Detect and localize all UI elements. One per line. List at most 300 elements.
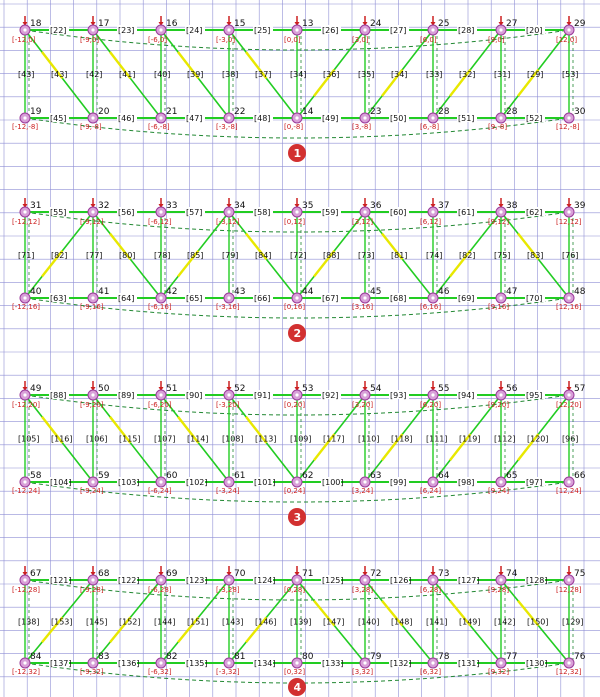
diagonal-member-label: [83] xyxy=(527,251,544,260)
bottom-chord-member-label: [135] xyxy=(186,659,208,668)
vertical-member-label: [31] xyxy=(494,70,511,79)
bottom-node-coordinate: [0,-8] xyxy=(284,123,304,131)
bottom-node-coordinate: [-9,24] xyxy=(80,487,104,495)
bottom-node-label: 81 xyxy=(234,652,246,662)
top-node-coordinate: [6,28] xyxy=(420,586,442,594)
bottom-chord-member-label: [99] xyxy=(390,478,407,487)
top-node-coordinate: [-6,20] xyxy=(148,401,172,409)
top-node-coordinate: [3,0] xyxy=(352,36,369,44)
diagonal-member-label: [151] xyxy=(187,617,209,627)
vertical-member-label: [144] xyxy=(154,617,176,627)
bottom-node-label: 60 xyxy=(166,471,178,481)
bottom-node-coordinate: [0,16] xyxy=(284,303,306,311)
bottom-node-coordinate: [0,24] xyxy=(284,487,306,495)
bottom-chord-member-label: [67] xyxy=(322,294,339,303)
diagonal-member-label: [114] xyxy=(187,434,209,444)
top-node-label: 70 xyxy=(234,569,246,579)
bottom-node-label: 44 xyxy=(302,287,314,297)
bottom-chord-member-label: [66] xyxy=(254,294,271,303)
top-node-label: 35 xyxy=(302,201,314,211)
node-marker-center xyxy=(91,28,94,31)
bottom-node-coordinate: [9,-8] xyxy=(488,123,508,131)
top-node-label: 52 xyxy=(234,384,246,394)
top-node-coordinate: [12,0] xyxy=(556,36,578,44)
top-node-coordinate: [6,12] xyxy=(420,218,442,226)
bottom-node-label: 28 xyxy=(438,107,450,117)
node-marker-center xyxy=(567,28,570,31)
bottom-node-label: 62 xyxy=(302,471,314,481)
top-node-coordinate: [-9,12] xyxy=(80,218,104,226)
top-node-coordinate: [12,20] xyxy=(556,401,582,409)
bottom-node-coordinate: [3,-8] xyxy=(352,123,372,131)
bottom-node-coordinate: [3,24] xyxy=(352,487,374,495)
diagonal-member-label: [41] xyxy=(119,70,136,79)
bottom-chord-member-label: [65] xyxy=(186,294,203,303)
top-node-coordinate: [12,28] xyxy=(556,586,582,594)
node-marker-center xyxy=(91,210,94,213)
diagonal-member-label: [149] xyxy=(459,617,481,627)
bottom-chord-member-label: [130] xyxy=(526,659,548,668)
vertical-member-label: [105] xyxy=(18,434,40,444)
node-marker-center xyxy=(431,661,434,664)
bottom-node-label: 43 xyxy=(234,287,246,297)
top-node-coordinate: [9,12] xyxy=(488,218,510,226)
top-chord-member-label: [26] xyxy=(322,26,339,35)
top-node-label: 50 xyxy=(98,384,110,394)
top-node-label: 15 xyxy=(234,19,246,29)
node-marker-center xyxy=(23,393,26,396)
vertical-member-label: [42] xyxy=(86,70,103,79)
diagonal-member-label: [146] xyxy=(255,617,277,627)
bottom-node-coordinate: [3,16] xyxy=(352,303,374,311)
bottom-chord-member-label: [98] xyxy=(458,478,475,487)
vertical-member-label: [109] xyxy=(290,434,312,444)
bottom-node-coordinate: [12,-8] xyxy=(556,123,580,131)
top-chord-member-label: [128] xyxy=(526,576,548,585)
vertical-member-label: [129] xyxy=(562,617,584,627)
top-node-coordinate: [9,28] xyxy=(488,586,510,594)
diagonal-member-label: [39] xyxy=(187,70,204,79)
top-node-coordinate: [0,28] xyxy=(284,586,306,594)
diagonal-member-label: [85] xyxy=(187,251,204,260)
bottom-node-coordinate: [-3,16] xyxy=(216,303,240,311)
bottom-node-label: 65 xyxy=(506,471,518,481)
top-node-label: 13 xyxy=(302,19,314,29)
node-marker-center xyxy=(431,296,434,299)
diagonal-member-label: [152] xyxy=(119,617,141,627)
top-chord-member-label: [90] xyxy=(186,391,203,400)
top-node-label: 69 xyxy=(166,569,178,579)
node-marker-center xyxy=(23,661,26,664)
node-marker-center xyxy=(567,480,570,483)
node-marker-center xyxy=(431,578,434,581)
top-node-coordinate: [-6,12] xyxy=(148,218,172,226)
top-node-coordinate: [-3,28] xyxy=(216,586,240,594)
node-marker-center xyxy=(23,28,26,31)
top-node-label: 57 xyxy=(574,384,586,394)
bottom-chord-member-label: [69] xyxy=(458,294,475,303)
vertical-member-label: [78] xyxy=(154,251,171,260)
top-chord-member-label: [88] xyxy=(50,391,67,400)
node-marker-center xyxy=(431,210,434,213)
top-node-label: 27 xyxy=(506,19,518,29)
top-node-label: 16 xyxy=(166,19,178,29)
node-marker-center xyxy=(295,393,298,396)
bottom-node-label: 21 xyxy=(166,107,178,117)
vertical-member-label: [35] xyxy=(358,70,375,79)
node-marker-center xyxy=(363,210,366,213)
node-marker-center xyxy=(431,393,434,396)
bottom-chord-member-label: [68] xyxy=(390,294,407,303)
vertical-member-label: [33] xyxy=(426,70,443,79)
top-chord-member-label: [93] xyxy=(390,391,407,400)
node-marker-center xyxy=(91,480,94,483)
bottom-chord-member-label: [50] xyxy=(390,114,407,123)
vertical-member-label: [43] xyxy=(18,70,35,79)
node-marker-center xyxy=(23,480,26,483)
diagonal-member-label: [36] xyxy=(323,70,340,79)
bottom-node-label: 80 xyxy=(302,652,314,662)
bottom-node-coordinate: [0,32] xyxy=(284,668,306,676)
top-node-label: 25 xyxy=(438,19,450,29)
top-node-coordinate: [0,20] xyxy=(284,401,306,409)
vertical-member-label: [53] xyxy=(562,70,579,79)
node-marker-center xyxy=(159,116,162,119)
vertical-member-label: [73] xyxy=(358,251,375,260)
bottom-chord-member-label: [63] xyxy=(50,294,67,303)
top-node-label: 39 xyxy=(574,201,586,211)
diagonal-member-label: [32] xyxy=(459,70,476,79)
node-marker-center xyxy=(363,661,366,664)
node-marker-center xyxy=(431,116,434,119)
bottom-node-coordinate: [-12,-8] xyxy=(12,123,39,131)
top-node-coordinate: [12,12] xyxy=(556,218,582,226)
vertical-member-label: [72] xyxy=(290,251,307,260)
panel-number-label: 2 xyxy=(293,327,302,340)
node-marker-center xyxy=(227,296,230,299)
top-chord-member-label: [20] xyxy=(526,26,543,35)
bottom-node-label: 76 xyxy=(574,652,586,662)
node-marker-center xyxy=(91,393,94,396)
top-node-coordinate: [-9,20] xyxy=(80,401,104,409)
top-chord-member-label: [55] xyxy=(50,208,67,217)
diagonal-member-label: [29] xyxy=(527,70,544,79)
vertical-member-label: [75] xyxy=(494,251,511,260)
top-node-label: 68 xyxy=(98,569,110,579)
diagonal-member-label: [84] xyxy=(255,251,272,260)
top-node-label: 36 xyxy=(370,201,382,211)
top-chord-member-label: [56] xyxy=(118,208,135,217)
bottom-node-label: 66 xyxy=(574,471,586,481)
vertical-member-label: [106] xyxy=(86,434,108,444)
top-chord-member-label: [24] xyxy=(186,26,203,35)
bottom-chord-member-label: [131] xyxy=(458,659,480,668)
bottom-chord-member-label: [100] xyxy=(322,478,344,487)
vertical-member-label: [76] xyxy=(562,251,579,260)
top-chord-member-label: [124] xyxy=(254,576,276,585)
bottom-chord-member-label: [103] xyxy=(118,478,140,487)
top-chord-member-label: [25] xyxy=(254,26,271,35)
diagonal-member-label: [116] xyxy=(51,434,73,444)
node-marker-center xyxy=(499,661,502,664)
top-chord-member-label: [60] xyxy=(390,208,407,217)
top-chord-member-label: [27] xyxy=(390,26,407,35)
top-node-label: 34 xyxy=(234,201,246,211)
top-node-label: 31 xyxy=(30,201,42,211)
node-marker-center xyxy=(499,480,502,483)
vertical-member-label: [107] xyxy=(154,434,176,444)
panel-number-label: 4 xyxy=(293,681,302,694)
top-chord-member-label: [28] xyxy=(458,26,475,35)
node-marker-center xyxy=(227,28,230,31)
diagonal-member-label: [153] xyxy=(51,617,73,627)
top-node-label: 73 xyxy=(438,569,450,579)
node-marker-center xyxy=(23,210,26,213)
bottom-node-label: 46 xyxy=(438,287,450,297)
bottom-chord-member-label: [136] xyxy=(118,659,140,668)
bottom-chord-member-label: [45] xyxy=(50,114,67,123)
node-marker-center xyxy=(295,210,298,213)
top-node-label: 67 xyxy=(30,569,42,579)
node-marker-center xyxy=(499,28,502,31)
bottom-chord-member-label: [47] xyxy=(186,114,203,123)
bottom-node-label: 84 xyxy=(30,652,42,662)
bottom-node-coordinate: [12,32] xyxy=(556,668,582,676)
bottom-node-coordinate: [6,16] xyxy=(420,303,442,311)
vertical-member-label: [77] xyxy=(86,251,103,260)
vertical-member-label: [74] xyxy=(426,251,443,260)
vertical-member-label: [96] xyxy=(562,434,579,444)
top-node-label: 54 xyxy=(370,384,382,394)
top-node-coordinate: [-3,12] xyxy=(216,218,240,226)
bottom-node-coordinate: [-6,16] xyxy=(148,303,172,311)
bottom-chord-member-label: [97] xyxy=(526,478,543,487)
node-marker-center xyxy=(363,578,366,581)
node-marker-center xyxy=(295,296,298,299)
truss-panel-2 xyxy=(12,198,586,342)
top-node-coordinate: [3,28] xyxy=(352,586,374,594)
top-chord-member-label: [22] xyxy=(50,26,67,35)
diagonal-member-label: [150] xyxy=(527,617,549,627)
vertical-member-label: [145] xyxy=(86,617,108,627)
bottom-node-coordinate: [12,24] xyxy=(556,487,582,495)
node-marker-center xyxy=(159,296,162,299)
diagonal-member-label: [113] xyxy=(255,434,277,444)
top-node-coordinate: [-12,0] xyxy=(12,36,36,44)
bottom-chord-member-label: [101] xyxy=(254,478,276,487)
vertical-member-label: [138] xyxy=(18,617,40,627)
top-node-coordinate: [-9,0] xyxy=(80,36,100,44)
truss-panel-1 xyxy=(12,16,586,162)
top-node-coordinate: [9,20] xyxy=(488,401,510,409)
node-marker-center xyxy=(567,578,570,581)
top-chord-member-label: [123] xyxy=(186,576,208,585)
vertical-member-label: [108] xyxy=(222,434,244,444)
bottom-node-coordinate: [-12,32] xyxy=(12,668,41,676)
diagonal-member-label: [119] xyxy=(459,434,481,444)
vertical-member-label: [142] xyxy=(494,617,516,627)
top-node-coordinate: [-9,28] xyxy=(80,586,104,594)
bottom-chord-member-label: [48] xyxy=(254,114,271,123)
bottom-node-label: 82 xyxy=(166,652,178,662)
top-node-label: 74 xyxy=(506,569,518,579)
diagonal-member-label: [147] xyxy=(323,617,345,627)
top-node-label: 33 xyxy=(166,201,178,211)
bottom-chord-member-label: [104] xyxy=(50,478,72,487)
node-marker-center xyxy=(227,210,230,213)
top-node-coordinate: [-12,12] xyxy=(12,218,41,226)
vertical-member-label: [143] xyxy=(222,617,244,627)
node-marker-center xyxy=(295,28,298,31)
vertical-member-label: [141] xyxy=(426,617,448,627)
top-node-label: 53 xyxy=(302,384,314,394)
node-marker-center xyxy=(159,480,162,483)
diagonal-member-label: [118] xyxy=(391,434,413,444)
top-node-label: 32 xyxy=(98,201,110,211)
vertical-member-label: [79] xyxy=(222,251,239,260)
top-node-coordinate: [0,12] xyxy=(284,218,306,226)
node-marker-center xyxy=(567,116,570,119)
bottom-node-coordinate: [12,16] xyxy=(556,303,582,311)
bottom-node-label: 78 xyxy=(438,652,450,662)
top-chord-member-label: [57] xyxy=(186,208,203,217)
bottom-node-label: 61 xyxy=(234,471,246,481)
bottom-node-coordinate: [-6,-8] xyxy=(148,123,170,131)
node-marker-center xyxy=(227,661,230,664)
top-chord-member-label: [126] xyxy=(390,576,412,585)
bottom-chord-member-label: [102] xyxy=(186,478,208,487)
node-marker-center xyxy=(431,28,434,31)
bottom-node-coordinate: [-3,24] xyxy=(216,487,240,495)
truss-panel-3 xyxy=(12,381,586,526)
top-node-coordinate: [-3,0] xyxy=(216,36,236,44)
bottom-node-coordinate: [9,32] xyxy=(488,668,510,676)
bottom-node-coordinate: [6,-8] xyxy=(420,123,440,131)
bottom-node-coordinate: [-3,32] xyxy=(216,668,240,676)
node-marker-center xyxy=(23,296,26,299)
node-marker-center xyxy=(159,578,162,581)
panel-number-label: 1 xyxy=(293,147,302,160)
vertical-member-label: [34] xyxy=(290,70,307,79)
node-marker-center xyxy=(227,578,230,581)
vertical-member-label: [112] xyxy=(494,434,516,444)
top-node-coordinate: [6,0] xyxy=(420,36,437,44)
bottom-node-coordinate: [-6,24] xyxy=(148,487,172,495)
top-chord-member-label: [59] xyxy=(322,208,339,217)
top-node-label: 56 xyxy=(506,384,518,394)
bottom-node-coordinate: [-9,-8] xyxy=(80,123,102,131)
vertical-member-label: [110] xyxy=(358,434,380,444)
bottom-node-label: 42 xyxy=(166,287,178,297)
bottom-node-label: 28 xyxy=(506,107,518,117)
node-marker-center xyxy=(227,116,230,119)
diagonal-member-label: [43] xyxy=(51,70,68,79)
node-marker-center xyxy=(499,116,502,119)
top-chord-member-label: [92] xyxy=(322,391,339,400)
node-marker-center xyxy=(91,116,94,119)
bottom-node-label: 14 xyxy=(302,107,314,117)
top-chord-member-label: [61] xyxy=(458,208,475,217)
bottom-node-label: 79 xyxy=(370,652,382,662)
node-marker-center xyxy=(363,393,366,396)
node-marker-center xyxy=(499,578,502,581)
bottom-node-label: 19 xyxy=(30,107,42,117)
top-node-label: 18 xyxy=(30,19,42,29)
top-chord-member-label: [91] xyxy=(254,391,271,400)
top-node-label: 75 xyxy=(574,569,586,579)
top-chord-member-label: [127] xyxy=(458,576,480,585)
top-node-label: 49 xyxy=(30,384,42,394)
vertical-member-label: [111] xyxy=(426,434,448,444)
top-chord-member-label: [89] xyxy=(118,391,135,400)
node-marker-center xyxy=(363,28,366,31)
node-marker-center xyxy=(159,393,162,396)
bottom-node-coordinate: [3,32] xyxy=(352,668,374,676)
bottom-node-label: 47 xyxy=(506,287,518,297)
bottom-node-coordinate: [-6,32] xyxy=(148,668,172,676)
top-chord-member-label: [125] xyxy=(322,576,344,585)
node-marker-center xyxy=(91,296,94,299)
top-node-coordinate: [-12,28] xyxy=(12,586,41,594)
bottom-node-label: 64 xyxy=(438,471,450,481)
bottom-node-coordinate: [6,32] xyxy=(420,668,442,676)
node-marker-center xyxy=(295,116,298,119)
bottom-node-coordinate: [-9,32] xyxy=(80,668,104,676)
bottom-chord-member-label: [132] xyxy=(390,659,412,668)
top-node-label: 72 xyxy=(370,569,382,579)
node-marker-center xyxy=(363,296,366,299)
bottom-node-label: 40 xyxy=(30,287,42,297)
top-node-coordinate: [-3,20] xyxy=(216,401,240,409)
diagonal-member-label: [34] xyxy=(391,70,408,79)
top-chord-member-label: [94] xyxy=(458,391,475,400)
top-chord-member-label: [121] xyxy=(50,576,72,585)
bottom-node-coordinate: [6,24] xyxy=(420,487,442,495)
top-node-label: 55 xyxy=(438,384,450,394)
node-marker-center xyxy=(431,480,434,483)
bottom-chord-member-label: [51] xyxy=(458,114,475,123)
diagonal-member-label: [148] xyxy=(391,617,413,627)
bottom-chord-member-label: [64] xyxy=(118,294,135,303)
bottom-node-label: 45 xyxy=(370,287,382,297)
top-chord-member-label: [95] xyxy=(526,391,543,400)
node-marker-center xyxy=(159,210,162,213)
bottom-chord-member-label: [52] xyxy=(526,114,543,123)
top-chord-member-label: [58] xyxy=(254,208,271,217)
top-chord-member-label: [23] xyxy=(118,26,135,35)
vertical-member-label: [140] xyxy=(358,617,380,627)
bottom-node-label: 83 xyxy=(98,652,110,662)
bottom-chord-member-label: [137] xyxy=(50,659,72,668)
node-marker-center xyxy=(567,210,570,213)
bottom-node-coordinate: [-3,-8] xyxy=(216,123,238,131)
diagonal-member-label: [115] xyxy=(119,434,141,444)
vertical-member-label: [139] xyxy=(290,617,312,627)
top-node-coordinate: [-12,20] xyxy=(12,401,41,409)
panel-number-label: 3 xyxy=(293,511,302,524)
top-chord-member-label: [62] xyxy=(526,208,543,217)
bottom-node-label: 30 xyxy=(574,107,586,117)
bottom-node-coordinate: [-12,24] xyxy=(12,487,41,495)
bottom-node-label: 58 xyxy=(30,471,42,481)
bottom-node-label: 23 xyxy=(370,107,382,117)
node-marker-center xyxy=(363,480,366,483)
bottom-node-label: 77 xyxy=(506,652,518,662)
top-node-label: 71 xyxy=(302,569,314,579)
top-node-coordinate: [-6,0] xyxy=(148,36,168,44)
node-marker-center xyxy=(295,661,298,664)
node-marker-center xyxy=(227,393,230,396)
